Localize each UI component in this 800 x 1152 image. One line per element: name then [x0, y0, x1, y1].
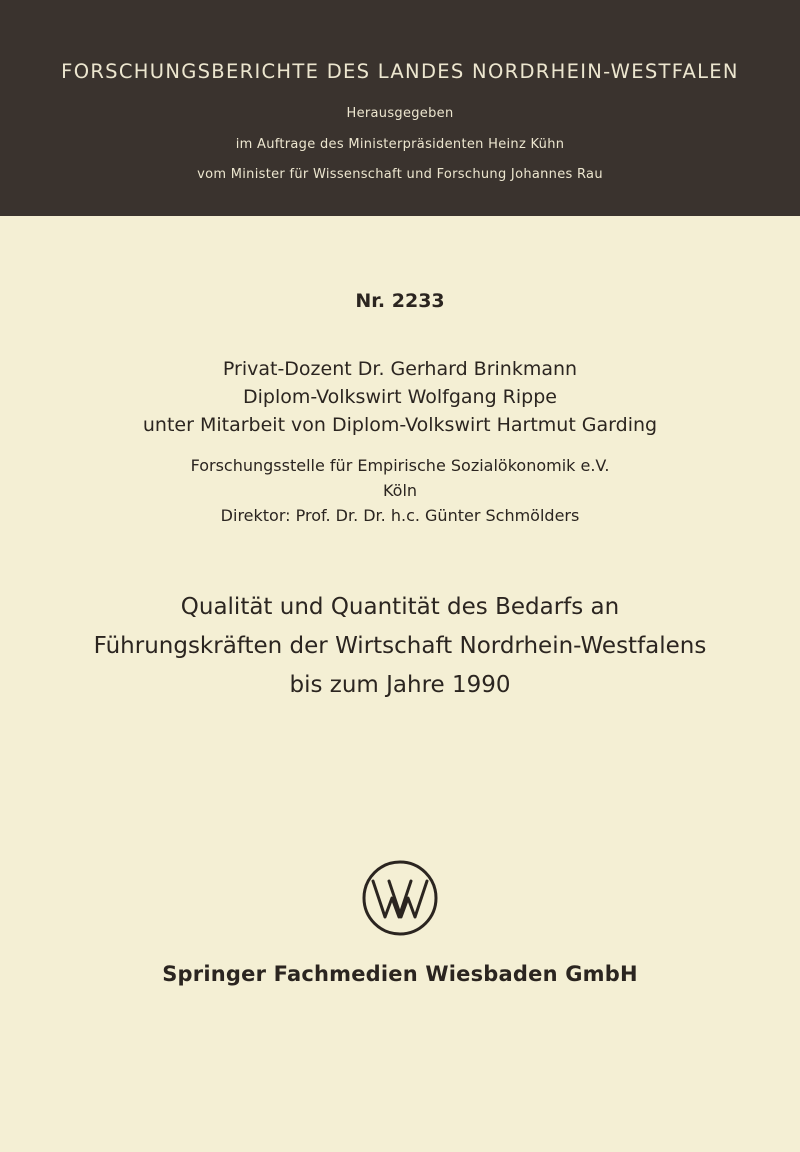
book-title-line-2: Führungskräften der Wirtschaft Nordrhein-Westfalens [93, 633, 707, 659]
editor-label: Herausgegeben [346, 106, 454, 121]
publisher-name: Springer Fachmedien Wiesbaden GmbH [162, 962, 638, 986]
book-title-line-1: Qualität und Quantität des Bedarfs an [180, 594, 620, 620]
minister-line: vom Minister für Wissenschaft und Forschung Johannes Rau [197, 167, 603, 182]
institution-director: Direktor: Prof. Dr. Dr. h.c. Günter Schmölders [220, 506, 580, 525]
publisher-logo-icon [360, 858, 440, 938]
author-line-2: Diplom-Volkswirt Wolfgang Rippe [243, 386, 557, 408]
series-title: FORSCHUNGSBERICHTE DES LANDES NORDRHEIN-WESTFALEN [61, 60, 739, 83]
commission-line: im Auftrage des Ministerpräsidenten Heinz Kühn [235, 137, 565, 152]
institution-name: Forschungsstelle für Empirische Sozialökonomik e.V. [190, 456, 610, 475]
author-line-1: Privat-Dozent Dr. Gerhard Brinkmann [222, 358, 578, 380]
report-number: Nr. 2233 [355, 290, 445, 312]
series-header-band [0, 0, 800, 216]
author-line-3: unter Mitarbeit von Diplom-Volkswirt Hartmut Garding [142, 414, 658, 436]
book-title-line-3: bis zum Jahre 1990 [289, 672, 511, 698]
institution-city: Köln [382, 481, 418, 500]
